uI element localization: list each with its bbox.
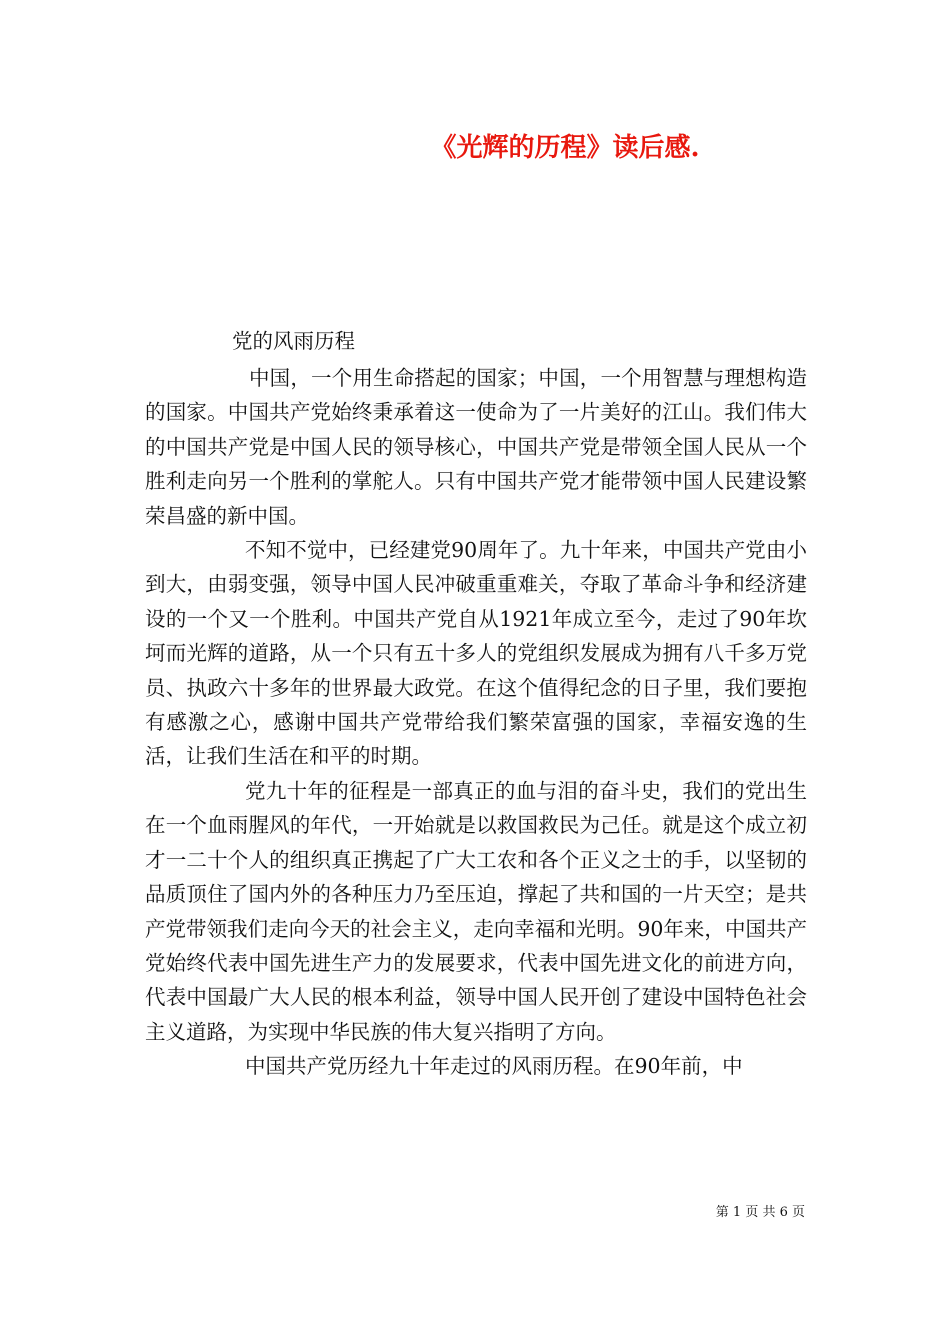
section-heading: 党的风雨历程 (232, 329, 355, 353)
paragraph-1: 中国，一个用生命搭起的国家；中国，一个用智慧与理想构造的国家。中国共产党始终秉承着这一使命为了一片美好的江山。我们伟大的中国共产党是中国人民的领导核心，中国共产党是带领全国人民从一个胜利走向另一个胜利的掌舵人。只有中国共产党才能带领中国人民建设繁荣昌盛的新中国。 (145, 366, 807, 528)
paragraph-2: 不知不觉中，已经建党90周年了。九十年来，中国共产党由小到大，由弱变强，领导中国人民冲破重重难关，夺取了革命斗争和经济建设的一个又一个胜利。中国共产党自从1921年成立至今，走过了90年坎坷而光辉的道路，从一个只有五十多人的党组织发展成为拥有八千多万党员、执政六十多年的世界最大政党。在这个值得纪念的日子里，我们要抱有感激之心，感谢中国共产党带给我们繁荣富强的国家，幸福安逸的生活，让我们生活在和平的时期。 (145, 538, 807, 769)
paragraph-3: 党九十年的征程是一部真正的血与泪的奋斗史，我们的党出生在一个血雨腥风的年代，一开始就是以救国救民为己任。就是这个成立初才一二十个人的组织真正携起了广大工农和各个正义之士的手，以坚韧的品质顶住了国内外的各种压力乃至压迫，撑起了共和国的一片天空；是共产党带领我们走向今天的社会主义，走向幸福和光明。90年来，中国共产党始终代表中国先进生产力的发展要求，代表中国先进文化的前进方向，代表中国最广大人民的根本利益，领导中国人民开创了建设中国特色社会主义道路，为实现中华民族的伟大复兴指明了方向。 (145, 778, 807, 1044)
document-title: 《光辉的历程》读后感. (430, 133, 700, 163)
page-footer: 第 1 页 共 6 页 (715, 1205, 805, 1220)
paragraph-4: 中国共产党历经九十年走过的风雨历程。在90年前，中 (245, 1054, 743, 1079)
body-text (145, 361, 807, 1084)
